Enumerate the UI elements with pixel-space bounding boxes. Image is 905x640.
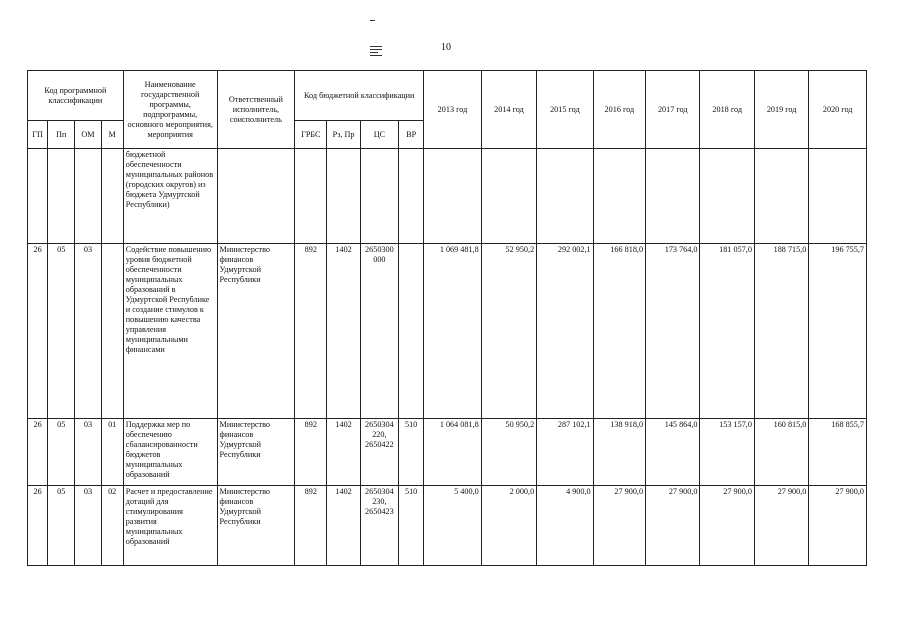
row-name: бюджетной обеспеченности муниципальных районов (городских округов) из бюджета Удмуртской Республики): [123, 149, 217, 244]
header-prog-class: Код программной классификации: [28, 71, 124, 121]
row-om: 03: [75, 244, 101, 419]
row-rz: 1402: [327, 486, 360, 566]
row-year-value: 166 818,0: [593, 244, 645, 419]
page-number: 10: [441, 42, 451, 53]
row-year-value: 1 069 481,8: [424, 244, 481, 419]
row-grbs: 892: [295, 244, 327, 419]
row-year-value: [481, 149, 536, 244]
header-year-2016: 2016 год: [593, 71, 645, 149]
row-responsible: Министерство финансов Удмуртской Республики: [217, 486, 295, 566]
row-grbs: 892: [295, 486, 327, 566]
row-responsible: [217, 149, 295, 244]
header-year-2013: 2013 год: [424, 71, 481, 149]
header-rz: Рз, Пр: [327, 121, 360, 149]
scan-mark-top-stamp: [370, 44, 382, 58]
header-vr: ВР: [399, 121, 424, 149]
header-m: М: [101, 121, 123, 149]
row-year-value: 4 900,0: [537, 486, 593, 566]
row-year-value: 1 064 081,8: [424, 419, 481, 486]
table-row: [28, 149, 867, 244]
row-om: 03: [75, 486, 101, 566]
row-rz: 1402: [327, 244, 360, 419]
row-year-value: [424, 149, 481, 244]
scan-mark-top: [370, 18, 382, 23]
row-cs: 2650304 230, 2650423: [360, 486, 398, 566]
row-pp: 05: [48, 486, 75, 566]
table-row: [28, 244, 867, 419]
row-year-value: 27 900,0: [646, 486, 700, 566]
row-grbs: 892: [295, 419, 327, 486]
budget-table: [27, 70, 867, 566]
row-year-value: [593, 149, 645, 244]
row-year-value: [646, 149, 700, 244]
header-name: Наименование государственной программы, подпрограммы, основного мероприятия, мероприятия: [123, 71, 217, 149]
header-year-2017: 2017 год: [646, 71, 700, 149]
row-gp: [28, 149, 48, 244]
row-vr: 510: [399, 419, 424, 486]
row-year-value: 50 950,2: [481, 419, 536, 486]
row-m: 02: [101, 486, 123, 566]
header-cs: ЦС: [360, 121, 398, 149]
row-name: Расчет и предоставление дотаций для стимулирования развития муниципальных образований: [123, 486, 217, 566]
row-year-value: 196 755,7: [809, 244, 867, 419]
row-rz: 1402: [327, 419, 360, 486]
table-row: [28, 419, 867, 486]
row-year-value: 292 002,1: [537, 244, 593, 419]
row-year-value: 173 764,0: [646, 244, 700, 419]
row-pp: [48, 149, 75, 244]
row-om: 03: [75, 419, 101, 486]
row-vr: [399, 149, 424, 244]
row-name: Поддержка мер по обеспечению сбалансированности бюджетов муниципальных образований: [123, 419, 217, 486]
row-year-value: 168 855,7: [809, 419, 867, 486]
row-year-value: 27 900,0: [593, 486, 645, 566]
row-gp: 26: [28, 486, 48, 566]
row-cs: 2650300 000: [360, 244, 398, 419]
row-year-value: 160 815,0: [754, 419, 808, 486]
row-year-value: 138 918,0: [593, 419, 645, 486]
row-year-value: 2 000,0: [481, 486, 536, 566]
row-year-value: 188 715,0: [754, 244, 808, 419]
row-year-value: [537, 149, 593, 244]
row-year-value: [700, 149, 754, 244]
row-responsible: Министерство финансов Удмуртской Республики: [217, 244, 295, 419]
row-year-value: 27 900,0: [700, 486, 754, 566]
row-year-value: 27 900,0: [754, 486, 808, 566]
row-name: Содействие повышению уровня бюджетной обеспеченности муниципальных образований в Удмуртской Республике и создание стимулов к повышению качества управления муниципальными финансами: [123, 244, 217, 419]
row-m: 01: [101, 419, 123, 486]
row-m: [101, 149, 123, 244]
header-budget-class: Код бюджетной классификации: [295, 71, 424, 121]
row-year-value: 153 157,0: [700, 419, 754, 486]
row-year-value: 52 950,2: [481, 244, 536, 419]
header-year-2018: 2018 год: [700, 71, 754, 149]
row-rz: [327, 149, 360, 244]
row-year-value: [809, 149, 867, 244]
row-cs: 2650304 220, 2650422: [360, 419, 398, 486]
header-gp: ГП: [28, 121, 48, 149]
row-year-value: 181 057,0: [700, 244, 754, 419]
header-year-2019: 2019 год: [754, 71, 808, 149]
row-vr: [399, 244, 424, 419]
row-cs: [360, 149, 398, 244]
row-grbs: [295, 149, 327, 244]
header-om: ОМ: [75, 121, 101, 149]
header-pp: Пп: [48, 121, 75, 149]
header-year-2014: 2014 год: [481, 71, 536, 149]
header-responsible: Ответственный исполнитель, соисполнитель: [217, 71, 295, 149]
row-year-value: 287 102,1: [537, 419, 593, 486]
row-year-value: [754, 149, 808, 244]
row-year-value: 145 864,0: [646, 419, 700, 486]
row-year-value: 5 400,0: [424, 486, 481, 566]
header-grbs: ГРБС: [295, 121, 327, 149]
table-row: [28, 486, 867, 566]
row-gp: 26: [28, 419, 48, 486]
row-vr: 510: [399, 486, 424, 566]
row-responsible: Министерство финансов Удмуртской Республики: [217, 419, 295, 486]
row-gp: 26: [28, 244, 48, 419]
header-year-2015: 2015 год: [537, 71, 593, 149]
row-pp: 05: [48, 244, 75, 419]
row-year-value: 27 900,0: [809, 486, 867, 566]
row-pp: 05: [48, 419, 75, 486]
header-year-2020: 2020 год: [809, 71, 867, 149]
row-om: [75, 149, 101, 244]
row-m: [101, 244, 123, 419]
